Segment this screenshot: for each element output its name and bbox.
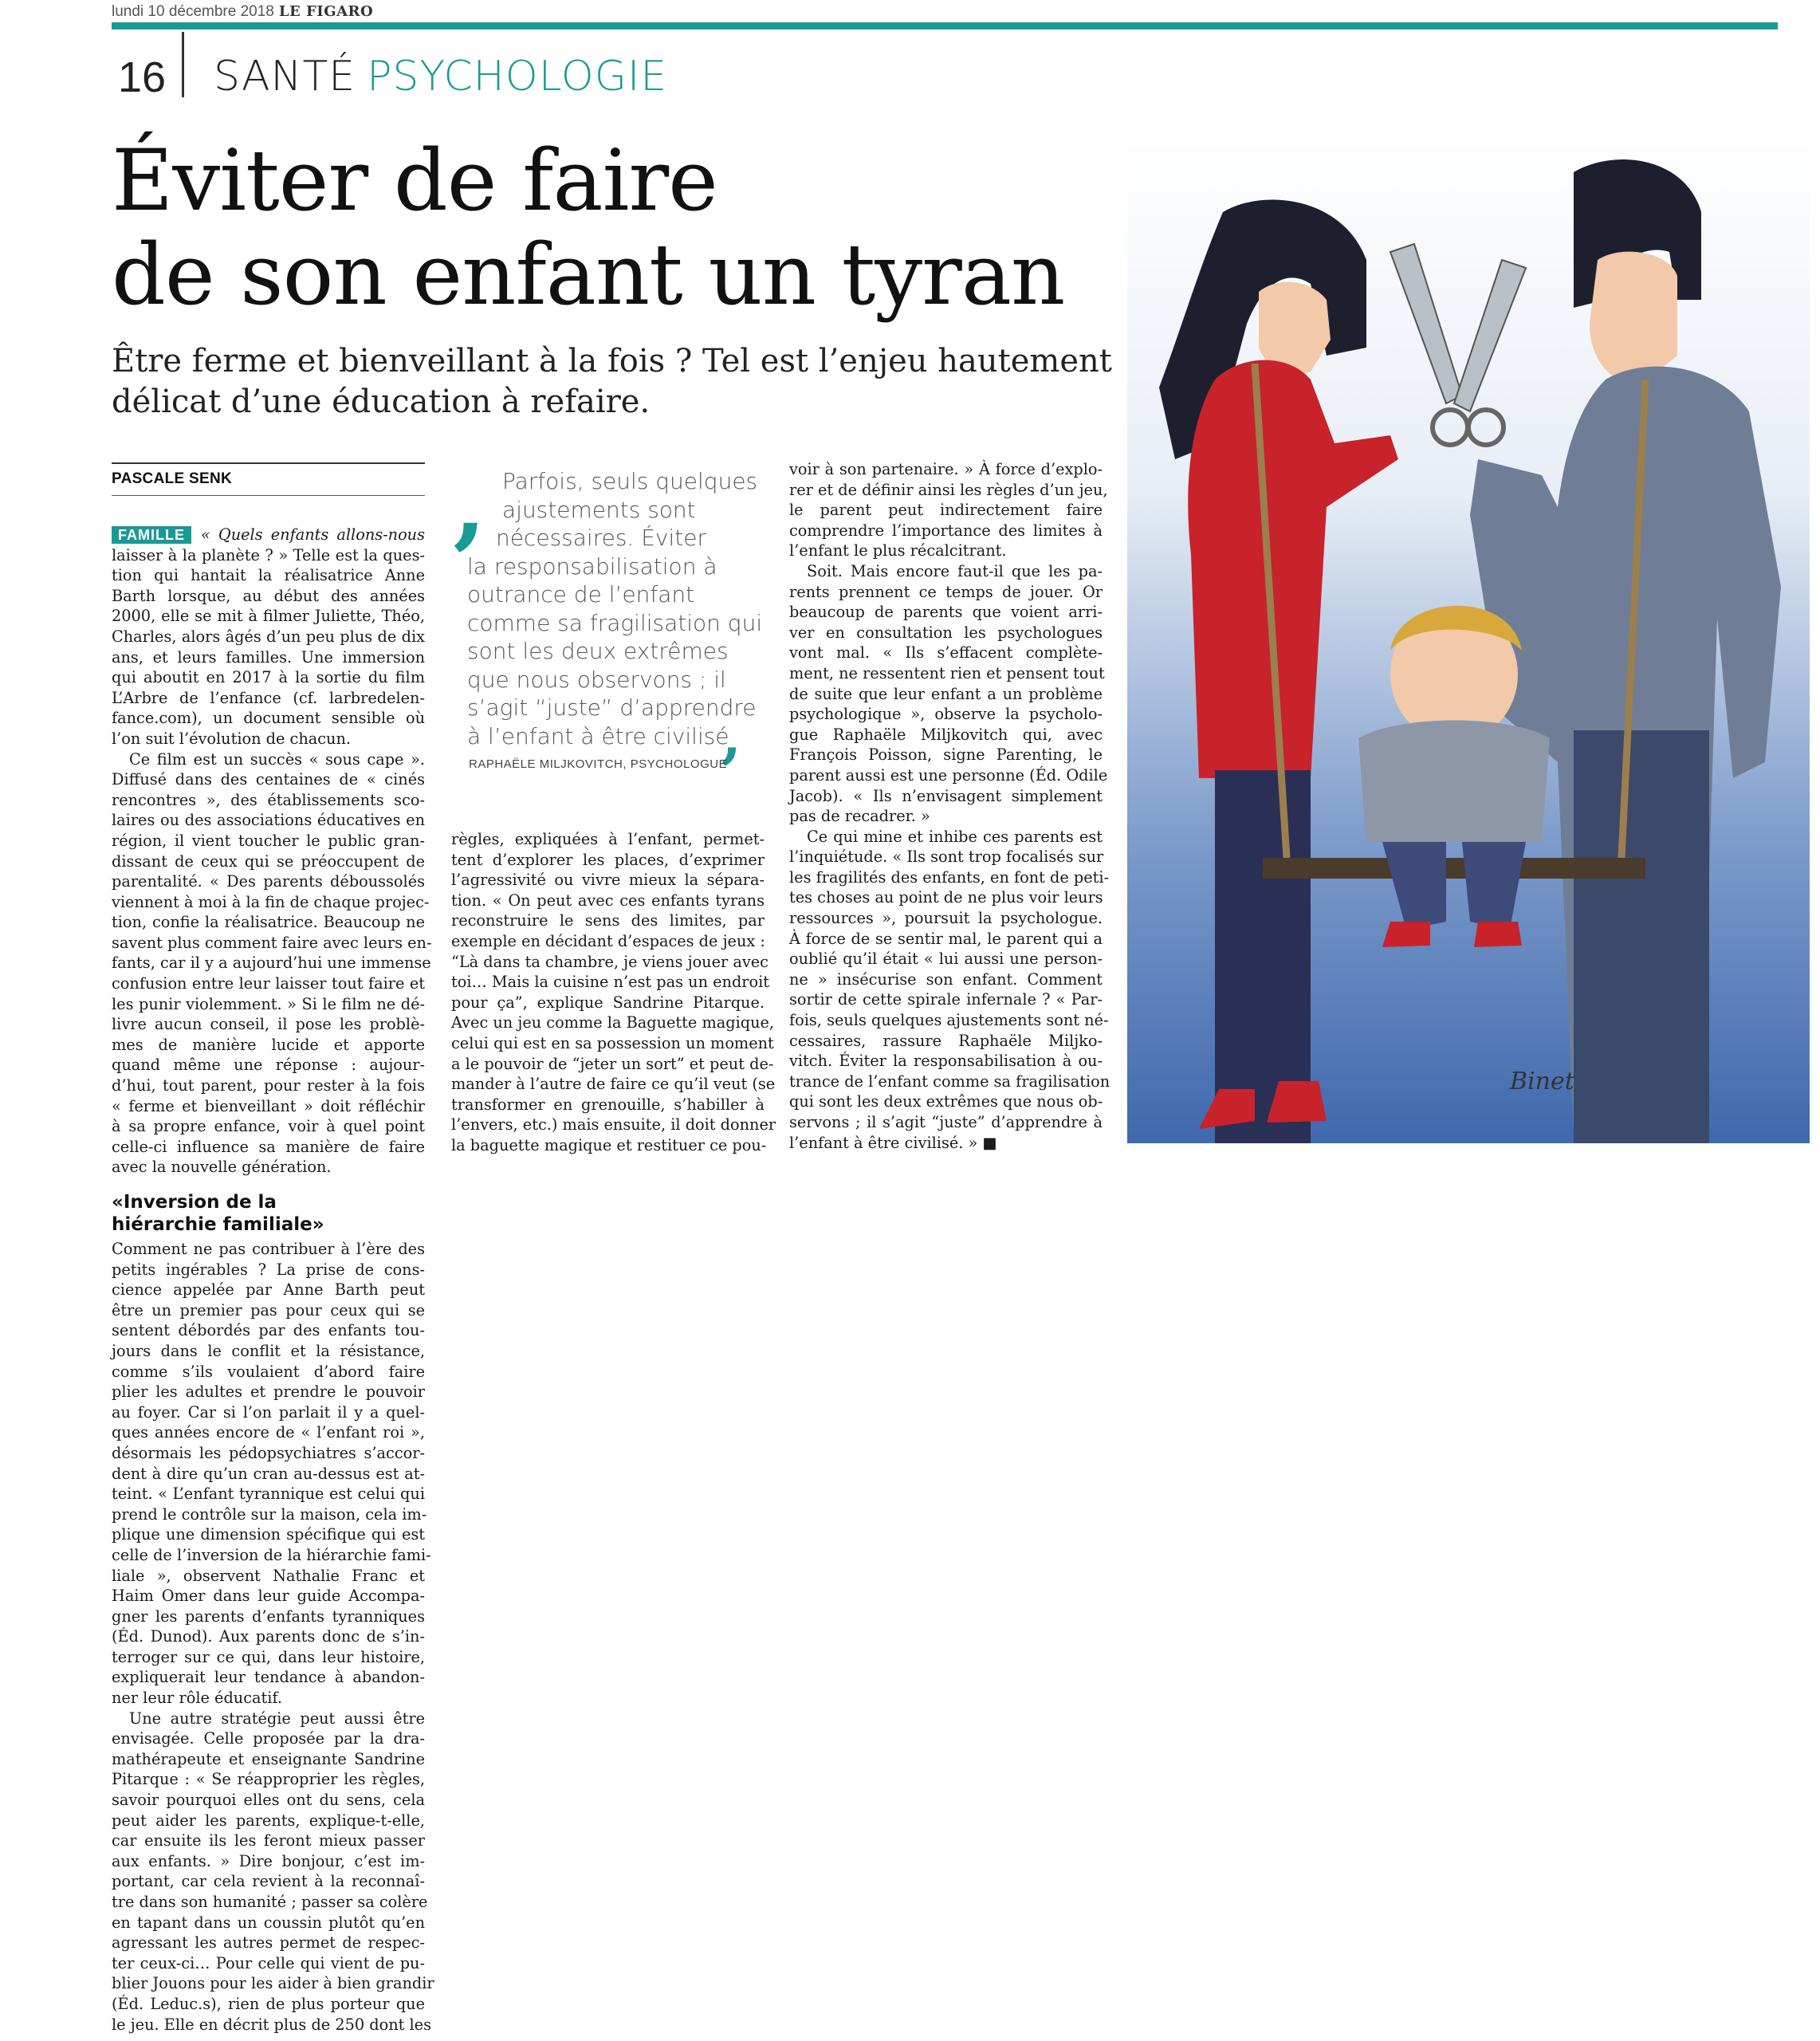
text-line: Une autre stratégie peut aussi être	[129, 1709, 425, 1728]
text-line: à sa propre enfance, voir à quel point	[112, 1117, 425, 1136]
text-line: avec la nouvelle génération.	[112, 1158, 332, 1177]
text-line: (Éd. Leduc.s), rien de plus porteur que	[112, 1994, 425, 2013]
text-line: Pitarque : « Se réapproprier les règles,	[112, 1770, 425, 1789]
text-line: voir à son partenaire. » À force d’explo-	[789, 460, 1103, 478]
text-line: comprendre l’importance des limites à	[789, 521, 1103, 540]
text-line: prend le contrôle sur la maison, cela im-	[112, 1504, 427, 1524]
text-line: l’agressivité ou vivre mieux la sépara-	[451, 871, 765, 890]
pull-quote-line: s’agit “juste” d’apprendre	[467, 694, 757, 721]
text-line: laisser à la planète ? » Telle est la ques-	[112, 545, 425, 564]
text-line: tion, confie la réalisatrice. Beaucoup ne	[112, 913, 425, 932]
text-line: l’enfant le plus récalcitrant.	[789, 541, 1007, 560]
text-line: mander à l’autre de faire ce qu’il veut (se	[451, 1075, 776, 1094]
text-line: comme s’ils voulaient d’abord faire	[112, 1362, 425, 1381]
text-line: les punir violemment. » Si le film ne dé-	[112, 994, 425, 1013]
column-2	[451, 829, 776, 1156]
column-1-continued	[112, 1239, 434, 2035]
text-line: ner leur rôle éducatif.	[112, 1689, 283, 1708]
text-line: pas de recadrer. »	[789, 807, 930, 826]
text-line: dent à dire qu’un cran au-dessus est at-	[112, 1464, 425, 1483]
byline-rule-bottom	[112, 495, 425, 496]
text-line: “Là dans ta chambre, je viens jouer avec	[451, 952, 768, 971]
pull-quote-line: Parfois, seuls quelques	[502, 468, 758, 494]
text-line: peut aider les parents, explique-t-elle,	[112, 1811, 425, 1830]
text-line: Diffusé dans des centaines de « cinés	[112, 770, 425, 789]
text-line: d’hui, tout parent, pour rester à la fois	[112, 1076, 425, 1095]
text-line: le parent peut indirectement faire	[789, 501, 1103, 520]
text-line: celle de l’inversion de la hiérarchie fami-	[112, 1545, 431, 1564]
deck-line: Être ferme et bienveillant à la fois ? Tel est l’enjeu hautement	[112, 343, 1112, 379]
text-line: envisagée. Celle proposée par la dra-	[112, 1729, 425, 1748]
text-line: plier les adultes et prendre le pouvoir	[112, 1382, 425, 1402]
text-line: ter ceux-ci… Pour celle qui vient de pu-	[112, 1953, 425, 1972]
text-line: pour ça”, explique Sandrine Pitarque.	[451, 993, 765, 1012]
page-number: 16	[118, 53, 167, 101]
text-line: confusion entre leur laisser tout faire et	[112, 974, 425, 993]
text-line: Jacob). « Ils n’envisagent simplement	[789, 786, 1103, 805]
text-line: celui qui est en sa possession un moment	[451, 1033, 774, 1052]
text-line: viennent à moi à la fin de chaque projec-	[112, 892, 430, 911]
text-line: Ce qui mine et inhibe ces parents est	[807, 827, 1103, 846]
text-line: François Poisson, signe Parenting, le	[789, 745, 1103, 765]
text-line: ment, ne ressentent rien et pensent tout	[789, 663, 1105, 682]
text-line: le jeu. Elle en décrit plus de 250 dont les	[112, 2015, 431, 2034]
pull-quote-line: comme sa fragilisation qui	[467, 609, 763, 636]
text-line: l’enfant à être civilisé. » ■	[789, 1133, 997, 1152]
text-line: (Éd. Dunod). Aux parents donc de s’in-	[112, 1627, 425, 1646]
text-line: dissant de ceux qui se préoccupent de	[112, 851, 425, 871]
text-line: expliquerait leur tendance à abandon-	[112, 1668, 425, 1687]
text-line: vont mal. « Ils s’effacent complète-	[789, 643, 1103, 663]
page-number-divider	[182, 32, 184, 97]
text-line: l’inquiétude. « Ils sont trop focalisés sur	[789, 847, 1104, 867]
text-line: savoir pourquoi elles ont du sens, cela	[112, 1791, 425, 1810]
headline-line: de son enfant un tyran	[112, 226, 1065, 324]
text-line: Charles, alors âgés d’un peu plus de dix	[112, 627, 425, 646]
pull-quote-line: nécessaires. Éviter	[496, 525, 706, 551]
text-line: terroger sur ce qui, dans leur histoire,	[112, 1647, 425, 1666]
text-line: tes choses au point de ne plus voir leurs	[789, 888, 1103, 907]
text-line: au foyer. Car si l’on parlait il y a quel-	[112, 1402, 425, 1422]
text-line: gner les parents d’enfants tyranniques	[112, 1606, 425, 1626]
text-line: ressources », poursuit la psychologue.	[789, 909, 1103, 928]
text-line: oublié qu’il était « lui aussi une person-	[789, 950, 1103, 969]
pull-quote-line: la responsabilisation à	[467, 553, 717, 580]
text-line: qui aboutit en 2017 à la sortie du film	[112, 668, 425, 687]
text-line: l’on suit l’évolution de chacun.	[112, 729, 352, 748]
text-line: agressant les autres permet de respec-	[112, 1933, 425, 1953]
text-line: tent d’explorer les places, d’exprimer	[451, 850, 765, 869]
text-line: plique une dimension spécifique qui est	[112, 1525, 425, 1544]
text-line: laires ou des associations éducatives en	[112, 811, 425, 830]
text-line: À force de se sentir mal, le parent qui a	[789, 929, 1103, 948]
byline: PASCALE SENK	[112, 470, 233, 487]
text-line: tre dans son humanité ; passer sa colère	[112, 1893, 428, 1911]
text-line: règles, expliquées à l’enfant, permet-	[451, 830, 765, 848]
text-line: Haim Omer dans leur guide Accompa-	[112, 1587, 425, 1606]
quote-close-mark: ,	[721, 702, 742, 770]
text-line: exemple en décidant d’espaces de jeux :	[451, 931, 765, 950]
text-line: ne » insécurise son enfant. Comment	[789, 969, 1103, 989]
subhead	[112, 1191, 324, 1236]
pull-quote-line: ajustements sont	[502, 496, 696, 523]
text-line: les fragilités des enfants, en font de peti-	[789, 867, 1110, 887]
text-line: quand même une réponse : aujour-	[112, 1056, 425, 1075]
text-line: qui sont les deux extrêmes que nous ob-	[789, 1092, 1103, 1111]
pull-quote-line: outrance de l’enfant	[467, 581, 695, 608]
paper-name: LE FIGARO	[278, 3, 374, 20]
text-line: sentent débordés par des enfants tou-	[112, 1321, 425, 1340]
text-line: livre aucun conseil, il pose les problè-	[112, 1015, 425, 1034]
text-line: FAMILLE « Quels enfants allons-nous	[112, 525, 425, 545]
text-line: petits ingérables ? La prise de cons-	[112, 1260, 425, 1279]
text-line: blier Jouons pour les aider à bien grandir	[112, 1974, 434, 1993]
subsection-name: PSYCHOLOGIE	[367, 53, 668, 100]
text-line: beaucoup de parents que voient arri-	[789, 603, 1103, 622]
swing-seat	[1263, 858, 1645, 879]
text-line: ques années encore de « l’enfant roi »,	[112, 1423, 425, 1442]
text-line: ver en consultation les psychologues	[789, 623, 1103, 642]
text-line: L’Arbre de l’enfance (cf. larbredelen-	[112, 688, 425, 707]
text-line: mathérapeute et enseignante Sandrine	[112, 1749, 425, 1768]
subhead-line: hiérarchie familiale»	[112, 1214, 324, 1235]
deck-line: délicat d’une éducation à refaire.	[112, 383, 651, 420]
column-1	[112, 525, 432, 1178]
date-text: lundi 10 décembre 2018	[112, 3, 274, 20]
headline	[112, 134, 1116, 322]
text-line: reconstruire le sens des limites, par	[451, 911, 765, 930]
byline-rule	[112, 462, 425, 464]
text-line: ans, et leurs familles. Une immersion	[112, 647, 425, 667]
headline-line: Éviter de faire	[112, 132, 717, 230]
deck	[112, 341, 1112, 423]
pull-quote-line: que nous observons ; il	[467, 666, 726, 693]
text-line: Avec un jeu comme la Baguette magique,	[451, 1013, 775, 1032]
text-line: teint. « L’enfant tyrannique est celui qui	[112, 1485, 425, 1504]
text-line: fants, car il y a aujourd’hui une immense	[112, 954, 431, 973]
header-rule	[112, 22, 1778, 29]
text-line: parentalité. « Des parents déboussolés	[112, 872, 425, 891]
text-line: de suite que leur enfant a un problème	[789, 684, 1103, 703]
text-line: Soit. Mais encore faut-il que les pa-	[807, 561, 1103, 580]
text-line: transformer en grenouille, s’habiller à	[451, 1095, 765, 1114]
text-line: toi… Mais la cuisine n’est pas un endroit	[451, 973, 770, 992]
text-line: tion qui hantait la réalisatrice Anne	[112, 566, 425, 585]
text-line: mes de manière lucide et apporte	[112, 1035, 425, 1054]
text-line: rents prennent ce temps de jouer. Or	[789, 582, 1103, 601]
section-label	[214, 53, 667, 100]
text-line: psychologique », observe la psycholo-	[789, 705, 1103, 724]
subhead-line: «Inversion de la	[112, 1192, 277, 1213]
pull-quote-line: sont les deux extrêmes	[467, 638, 729, 664]
pull-quote-line: à l’enfant à être civilisé	[467, 722, 729, 749]
column-3	[789, 459, 1110, 1153]
text-line: parent aussi est une personne (Éd. Odile	[789, 765, 1108, 785]
text-line: rer et de définir ainsi les règles d’un jeu,	[789, 480, 1108, 499]
text-line: portant, car cela revient à la reconnaî-	[112, 1872, 425, 1891]
text-line: cience appelée par Anne Barth peut	[112, 1280, 425, 1300]
text-line: vitch. Éviter la responsabilisation à ou-	[789, 1052, 1103, 1071]
text-line: car ensuite ils les feront mieux passer	[112, 1831, 425, 1850]
text-line: désormais les pédopsychiatres s’accor-	[112, 1443, 425, 1462]
illustration	[1127, 140, 1810, 1143]
text-line: liale », observent Nathalie Franc et	[112, 1566, 425, 1585]
text-line: rencontres », des établissements sco-	[112, 790, 425, 809]
text-line: « ferme et bienveillant » doit réfléchir	[112, 1096, 425, 1115]
text-line: sortir de cette spirale infernale ? « Par-	[789, 990, 1103, 1009]
folio-date	[112, 3, 373, 21]
text-line: fois, seuls quelques ajustements sont né-	[789, 1011, 1109, 1030]
text-line: savent plus comment faire avec leurs en-	[112, 933, 432, 952]
text-line: région, il vient toucher le public gran-	[112, 831, 425, 850]
text-line: trance de l’enfant comme sa fragilisation	[789, 1072, 1110, 1091]
text-line: aux enfants. » Dire bonjour, c’est im-	[112, 1851, 425, 1870]
text-line: l’envers, etc.) mais ensuite, il doit donner	[451, 1115, 776, 1135]
text-line: 2000, elle se mit à filmer Juliette, Théo,	[112, 607, 425, 626]
text-line: celle-ci influence sa manière de faire	[112, 1137, 425, 1156]
text-line: tion. « On peut avec ces enfants tyrans	[451, 891, 765, 910]
pull-quote-attribution: RAPHAËLE MILJKOVITCH, PSYCHOLOGUE	[469, 757, 728, 771]
text-line: Comment ne pas contribuer à l’ère des	[112, 1240, 425, 1258]
text-line: la baguette magique et restituer ce pou-	[451, 1135, 767, 1154]
text-line: a le pouvoir de “jeter un sort” et peut de-	[451, 1054, 774, 1073]
section-tag: FAMILLE	[112, 526, 191, 544]
text-line: jours dans le conflit et la résistance,	[112, 1341, 425, 1360]
text-line: en tapant dans un coussin plutôt qu’en	[112, 1913, 425, 1932]
text-line: servons ; il s’agit “juste” d’apprendre à	[789, 1113, 1103, 1131]
artist-signature: Binet	[1510, 1068, 1574, 1095]
quote-open-mark: ‚	[451, 442, 488, 564]
text-line: fance.com), un document sensible où	[112, 709, 425, 728]
text-line: être un premier pas pour ceux qui se	[112, 1300, 425, 1319]
section-name: SANTÉ	[214, 53, 356, 100]
text-line: Barth lorsque, au début des années	[112, 586, 425, 605]
text-line: Ce film est un succès « sous cape ».	[129, 749, 425, 769]
text-line: cessaires, rassure Raphaële Miljko-	[789, 1031, 1103, 1050]
text-line: gue Raphaële Miljkovitch qui, avec	[789, 725, 1103, 744]
